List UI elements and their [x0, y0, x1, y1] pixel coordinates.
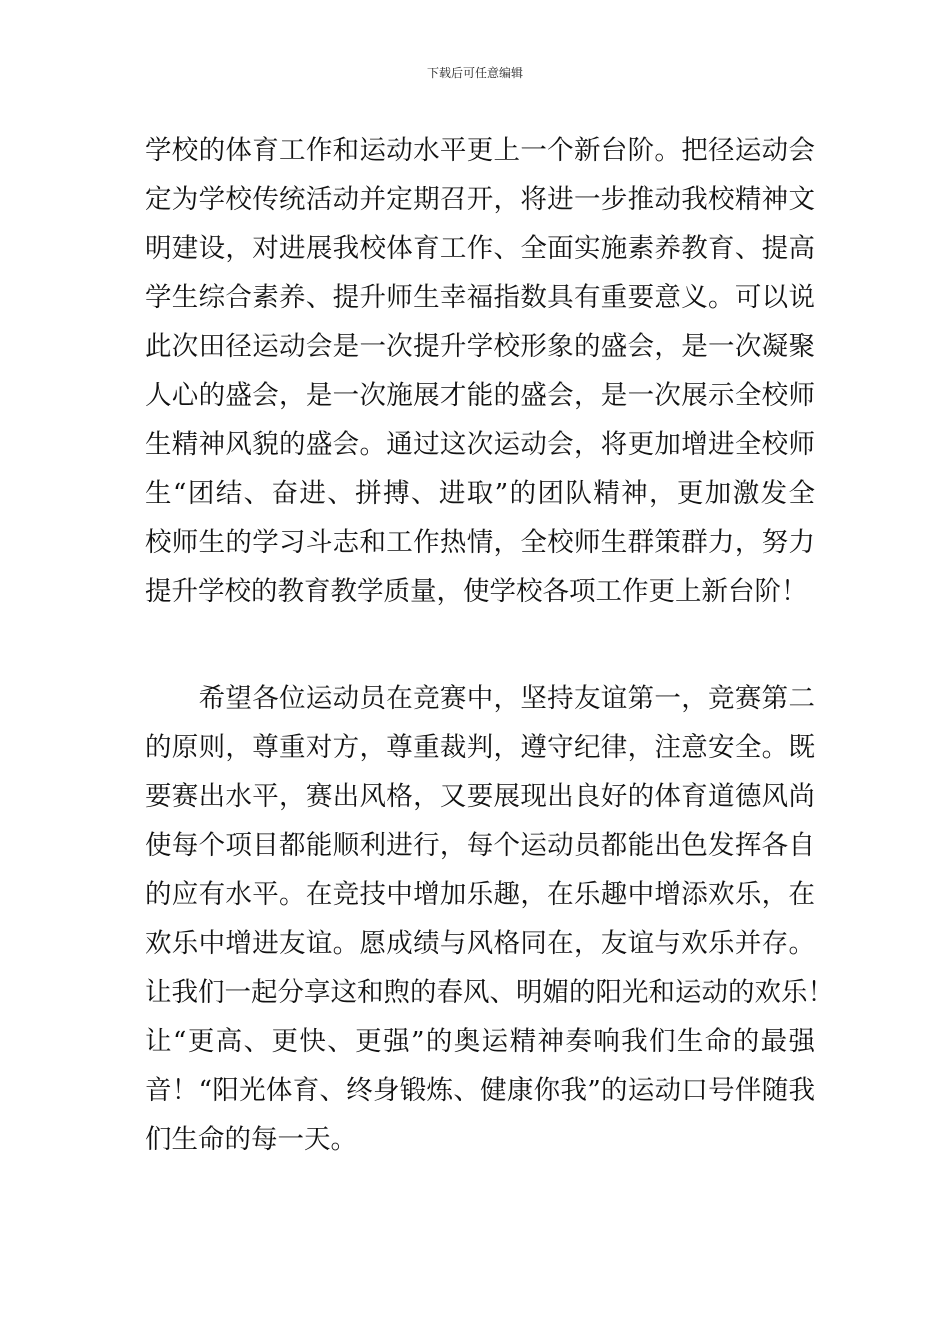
text-line: 要赛出水平，赛出风格，又要展现出良好的体育道德风尚	[145, 781, 815, 812]
text-line: 生精神风貌的盛会。通过这次运动会，将更加增进全校师	[145, 429, 815, 460]
text-line: 们生命的每一天。	[145, 1124, 357, 1155]
text-line: 校师生的学习斗志和工作热情，全校师生群策群力，努力	[145, 527, 815, 558]
text-line: 生“团结、奋进、拼搏、进取”的团队精神，更加激发全	[145, 478, 815, 509]
text-line: 提升学校的教育教学质量，使学校各项工作更上新台阶！	[145, 576, 808, 607]
paragraph-1	[145, 126, 815, 616]
text-line: 欢乐中增进友谊。愿成绩与风格同在，友谊与欢乐并存。	[145, 928, 815, 959]
text-line: 让我们一起分享这和煦的春风、明媚的阳光和运动的欢乐！	[145, 977, 834, 1008]
text-line: 明建设，对进展我校体育工作、全面实施素养教育、提高	[145, 233, 815, 264]
text-line: 此次田径运动会是一次提升学校形象的盛会，是一次凝聚	[145, 331, 815, 362]
text-line: 的应有水平。在竞技中增加乐趣，在乐趣中增添欢乐，在	[145, 879, 815, 910]
text-line: 使每个项目都能顺利进行，每个运动员都能出色发挥各自	[145, 830, 815, 861]
text-line: 希望各位运动员在竞赛中，坚持友谊第一，竞赛第二	[145, 683, 815, 714]
page-header: 下载后可任意编辑	[426, 66, 523, 80]
text-line: 定为学校传统活动并定期召开，将进一步推动我校精神文	[145, 184, 815, 215]
text-line: 学生综合素养、提升师生幸福指数具有重要意义。可以说	[145, 282, 815, 313]
text-line: 让“更高、更快、更强”的奥运精神奏响我们生命的最强	[145, 1026, 815, 1057]
text-line: 的原则，尊重对方，尊重裁判，遵守纪律，注意安全。既	[145, 732, 815, 763]
text-line: 人心的盛会，是一次施展才能的盛会，是一次展示全校师	[145, 380, 815, 411]
paragraph-2	[145, 674, 834, 1164]
text-line: 学校的体育工作和运动水平更上一个新台阶。把径运动会	[145, 135, 815, 166]
text-line: 音！“阳光体育、终身锻炼、健康你我”的运动口号伴随我	[145, 1075, 815, 1106]
